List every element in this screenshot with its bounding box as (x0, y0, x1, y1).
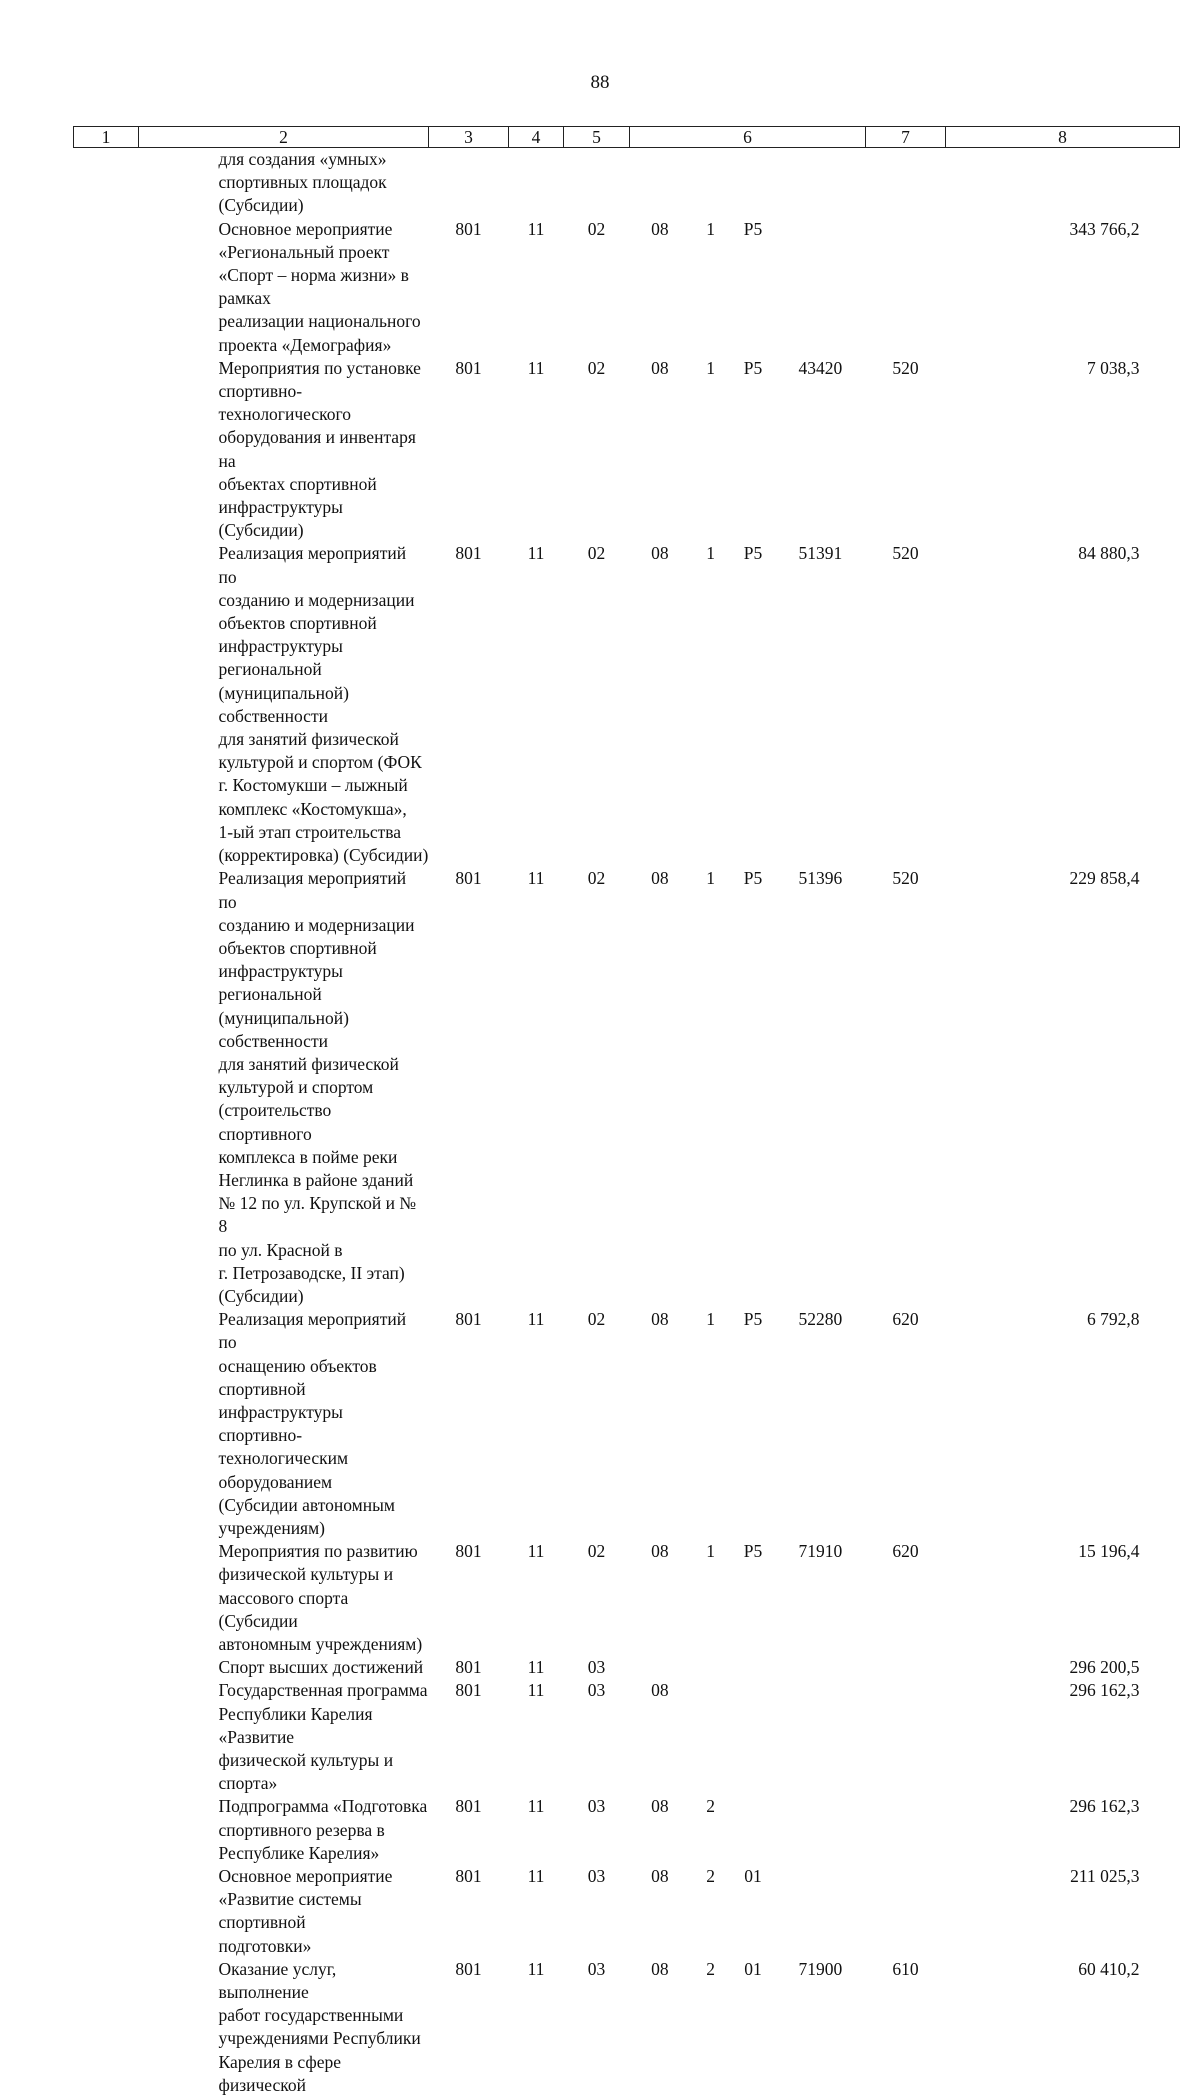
row-target-article (630, 148, 866, 218)
row-col-1 (74, 357, 139, 543)
row-expense-type (866, 1865, 946, 1958)
target-event: P5 (731, 1308, 775, 1331)
row-col-1 (74, 1540, 139, 1656)
row-col-1 (74, 1865, 139, 1958)
target-subprogram: 2 (690, 1865, 731, 1888)
row-amount: 211 025,3 (946, 1865, 1180, 1958)
row-col-1 (74, 1958, 139, 2097)
row-code-admin: 801 (429, 1679, 509, 1795)
target-subprogram: 1 (690, 867, 731, 890)
header-col-3: 3 (429, 127, 509, 148)
target-direction (775, 218, 865, 241)
row-code-subsection: 03 (564, 1679, 630, 1795)
row-description: Реализация мероприятий по созданию и модернизации объектов спортивной инфраструктуры региональной (муниципальной) собственности для занятий физической культурой и спортом (строительство спортивного комплекса в пойме реки Неглинка в районе зданий № 12 по ул. Крупской и № 8 по ул. Красной в г. Петрозаводске, II этап) (Субсидии) (139, 867, 429, 1308)
row-code-section (509, 148, 564, 218)
target-program: 08 (630, 1958, 691, 1981)
budget-table (73, 126, 1180, 2097)
target-event (731, 1795, 775, 1818)
row-code-admin: 801 (429, 1795, 509, 1865)
header-col-5: 5 (564, 127, 630, 148)
row-col-1 (74, 542, 139, 867)
row-description: Подпрограмма «Подготовка спортивного резерва в Республике Карелия» (139, 1795, 429, 1865)
target-event: P5 (731, 1540, 775, 1563)
target-direction: 52280 (775, 1308, 865, 1331)
row-code-admin: 801 (429, 218, 509, 357)
table-row (74, 1865, 1180, 1958)
row-amount: 229 858,4 (946, 867, 1180, 1308)
row-description: Основное мероприятие «Региональный проект «Спорт – норма жизни» в рамках реализации национального проекта «Демография» (139, 218, 429, 357)
header-col-2: 2 (139, 127, 429, 148)
row-code-subsection: 02 (564, 867, 630, 1308)
table-row (74, 542, 1180, 867)
target-program: 08 (630, 1308, 691, 1331)
target-event: 01 (731, 1865, 775, 1888)
row-code-admin: 801 (429, 542, 509, 867)
target-direction (775, 1865, 865, 1888)
row-amount: 343 766,2 (946, 218, 1180, 357)
row-code-section: 11 (509, 867, 564, 1308)
row-amount: 296 162,3 (946, 1679, 1180, 1795)
table-row (74, 148, 1180, 218)
row-code-section: 11 (509, 542, 564, 867)
row-target-article (630, 218, 866, 357)
target-program: 08 (630, 867, 691, 890)
row-code-admin (429, 148, 509, 218)
target-subprogram: 1 (690, 218, 731, 241)
page-number: 88 (0, 72, 1200, 94)
row-description: для создания «умных» спортивных площадок (Субсидии) (139, 148, 429, 218)
row-amount: 60 410,2 (946, 1958, 1180, 2097)
row-code-section: 11 (509, 1308, 564, 1540)
row-code-admin: 801 (429, 1308, 509, 1540)
row-description: Мероприятия по развитию физической культуры и массового спорта (Субсидии автономным учреждениям) (139, 1540, 429, 1656)
header-col-7: 7 (866, 127, 946, 148)
target-direction: 51391 (775, 542, 865, 565)
row-code-subsection: 02 (564, 1308, 630, 1540)
row-target-article (630, 542, 866, 867)
header-col-8: 8 (946, 127, 1180, 148)
row-code-admin: 801 (429, 1656, 509, 1679)
row-code-section: 11 (509, 1958, 564, 2097)
row-code-admin: 801 (429, 867, 509, 1308)
target-program: 08 (630, 1679, 691, 1702)
target-program: 08 (630, 1865, 691, 1888)
row-target-article (630, 1308, 866, 1540)
target-event (731, 1679, 775, 1702)
row-expense-type: 520 (866, 867, 946, 1308)
table-row (74, 1308, 1180, 1540)
target-direction (775, 1679, 865, 1702)
row-code-section: 11 (509, 1540, 564, 1656)
row-expense-type (866, 1656, 946, 1679)
row-code-section: 11 (509, 357, 564, 543)
row-amount: 296 200,5 (946, 1656, 1180, 1679)
table-row (74, 357, 1180, 543)
target-direction: 43420 (775, 357, 865, 380)
target-event: P5 (731, 542, 775, 565)
row-code-subsection: 03 (564, 1795, 630, 1865)
row-target-article (630, 1795, 866, 1865)
target-subprogram: 2 (690, 1795, 731, 1818)
target-program: 08 (630, 1795, 691, 1818)
row-col-1 (74, 1795, 139, 1865)
row-expense-type: 620 (866, 1308, 946, 1540)
row-description: Оказание услуг, выполнение работ государственными учреждениями Республики Карелия в сфере физической (139, 1958, 429, 2097)
header-col-1: 1 (74, 127, 139, 148)
row-code-section: 11 (509, 218, 564, 357)
row-col-1 (74, 1656, 139, 1679)
row-code-admin: 801 (429, 1865, 509, 1958)
target-program: 08 (630, 218, 691, 241)
row-code-subsection: 03 (564, 1865, 630, 1958)
row-code-subsection: 02 (564, 357, 630, 543)
row-description: Реализация мероприятий по созданию и модернизации объектов спортивной инфраструктуры региональной (муниципальной) собственности для занятий физической культурой и спортом (ФОК г. Костомукши – лыжный комплекс «Костомукша», 1-ый этап строительства (корректировка) (Субсидии) (139, 542, 429, 867)
header-col-6: 6 (630, 127, 866, 148)
row-expense-type (866, 1795, 946, 1865)
row-code-admin: 801 (429, 1540, 509, 1656)
target-subprogram (690, 1679, 731, 1702)
header-col-4: 4 (509, 127, 564, 148)
table-body (74, 148, 1180, 2097)
target-direction (775, 1795, 865, 1818)
row-target-article (630, 1656, 866, 1679)
target-subprogram: 1 (690, 542, 731, 565)
row-amount: 6 792,8 (946, 1308, 1180, 1540)
row-code-admin: 801 (429, 357, 509, 543)
target-program: 08 (630, 542, 691, 565)
row-amount (946, 148, 1180, 218)
row-amount: 7 038,3 (946, 357, 1180, 543)
target-event: P5 (731, 218, 775, 241)
row-code-admin: 801 (429, 1958, 509, 2097)
row-target-article (630, 867, 866, 1308)
row-code-section: 11 (509, 1865, 564, 1958)
row-description: Спорт высших достижений (139, 1656, 429, 1679)
row-expense-type: 520 (866, 357, 946, 543)
row-code-subsection (564, 148, 630, 218)
row-expense-type: 610 (866, 1958, 946, 2097)
target-subprogram: 1 (690, 357, 731, 380)
row-col-1 (74, 867, 139, 1308)
header-row (74, 127, 1180, 148)
row-target-article (630, 1540, 866, 1656)
row-code-section: 11 (509, 1656, 564, 1679)
row-code-subsection: 02 (564, 218, 630, 357)
row-code-section: 11 (509, 1795, 564, 1865)
target-program: 08 (630, 1540, 691, 1563)
target-direction: 71900 (775, 1958, 865, 1981)
row-code-subsection: 02 (564, 1540, 630, 1656)
target-event: P5 (731, 357, 775, 380)
row-expense-type: 520 (866, 542, 946, 867)
row-col-1 (74, 148, 139, 218)
table-row (74, 867, 1180, 1308)
target-event: 01 (731, 1958, 775, 1981)
row-expense-type (866, 218, 946, 357)
row-expense-type (866, 148, 946, 218)
target-subprogram: 2 (690, 1958, 731, 1981)
row-expense-type: 620 (866, 1540, 946, 1656)
row-description: Реализация мероприятий по оснащению объектов спортивной инфраструктуры спортивно- технологическим оборудованием (Субсидии автономным учреждениям) (139, 1308, 429, 1540)
target-direction: 71910 (775, 1540, 865, 1563)
row-col-1 (74, 218, 139, 357)
table-row (74, 1795, 1180, 1865)
row-amount: 84 880,3 (946, 542, 1180, 867)
row-code-section: 11 (509, 1679, 564, 1795)
row-target-article (630, 357, 866, 543)
target-direction: 51396 (775, 867, 865, 890)
table-row (74, 1656, 1180, 1679)
row-description: Мероприятия по установке спортивно-технологического оборудования и инвентаря на объектах спортивной инфраструктуры (Субсидии) (139, 357, 429, 543)
row-target-article (630, 1865, 866, 1958)
row-code-subsection: 03 (564, 1958, 630, 2097)
row-amount: 296 162,3 (946, 1795, 1180, 1865)
table-row (74, 218, 1180, 357)
target-subprogram: 1 (690, 1540, 731, 1563)
row-code-subsection: 03 (564, 1656, 630, 1679)
target-event: P5 (731, 867, 775, 890)
table-row (74, 1540, 1180, 1656)
row-description: Основное мероприятие «Развитие системы спортивной подготовки» (139, 1865, 429, 1958)
row-amount: 15 196,4 (946, 1540, 1180, 1656)
target-program: 08 (630, 357, 691, 380)
target-subprogram: 1 (690, 1308, 731, 1331)
table-row (74, 1958, 1180, 2097)
row-col-1 (74, 1308, 139, 1540)
row-code-subsection: 02 (564, 542, 630, 867)
row-target-article (630, 1958, 866, 2097)
row-description: Государственная программа Республики Карелия «Развитие физической культуры и спорта» (139, 1679, 429, 1795)
